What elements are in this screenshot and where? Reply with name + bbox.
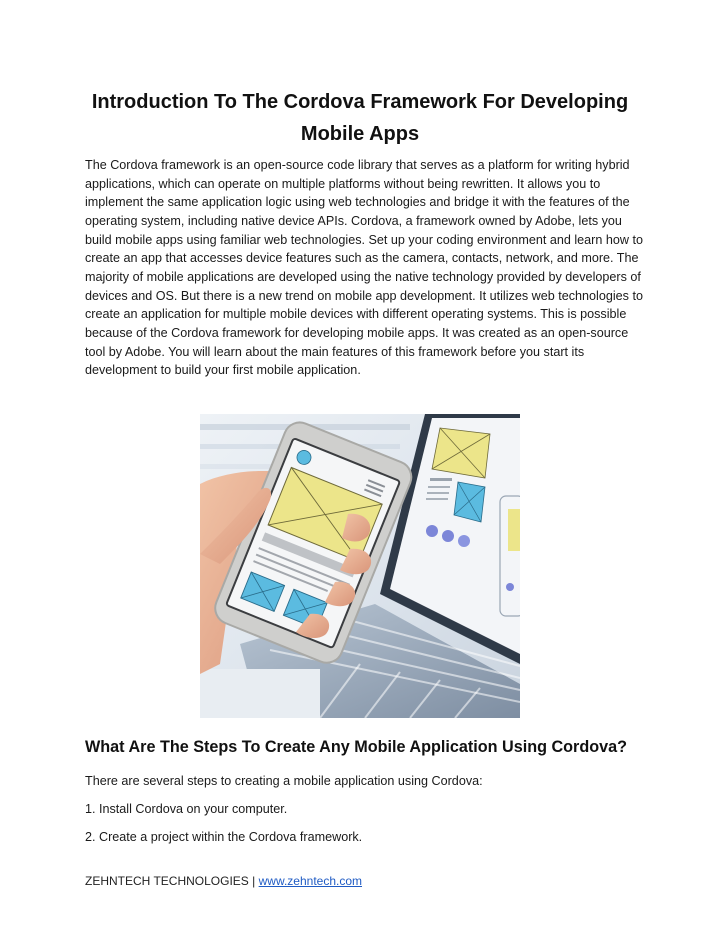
- phone-laptop-illustration: [200, 414, 520, 718]
- footer-separator: |: [252, 874, 256, 888]
- hero-image: [200, 414, 520, 718]
- footer-website-link[interactable]: www.zehntech.com: [258, 874, 363, 888]
- step-item: 1. Install Cordova on your computer.: [85, 802, 288, 816]
- page-footer: [85, 873, 362, 889]
- step-item: 2. Create a project within the Cordova framework.: [85, 830, 363, 844]
- intro-paragraph: The Cordova framework is an open-source code library that serves as a platform for writing hybrid applications, which can operate on multiple platforms without being rewritten. It allows you to implement the same application logic using web technologies and bridge it with the features of the operating system, including native device APIs. Cordova, a framework owned by Adobe, lets you build mobile apps using familiar web technologies. Set up your coding environment and learn how to create an app that accesses device features such as the camera, contacts, network, and more. The majority of mobile applications are developed using the native technology provided by developers of devices and OS. But there is a new trend on mobile app development. It utilizes web technologies to create an application for multiple mobile devices with different operating systems. This is possible because of the Cordova framework for developing mobile apps. It was created as an open-source tool by Adobe. You will learn about the main features of this framework before you start its development to build your first mobile application.: [85, 158, 643, 378]
- section-heading: What Are The Steps To Create Any Mobile Application Using Cordova?: [85, 738, 628, 756]
- section-lead: There are several steps to creating a mobile application using Cordova:: [85, 774, 483, 788]
- footer-company: ZEHNTECH TECHNOLOGIES: [85, 874, 249, 888]
- page-title: Introduction To The Cordova Framework For Developing Mobile Apps: [91, 91, 629, 145]
